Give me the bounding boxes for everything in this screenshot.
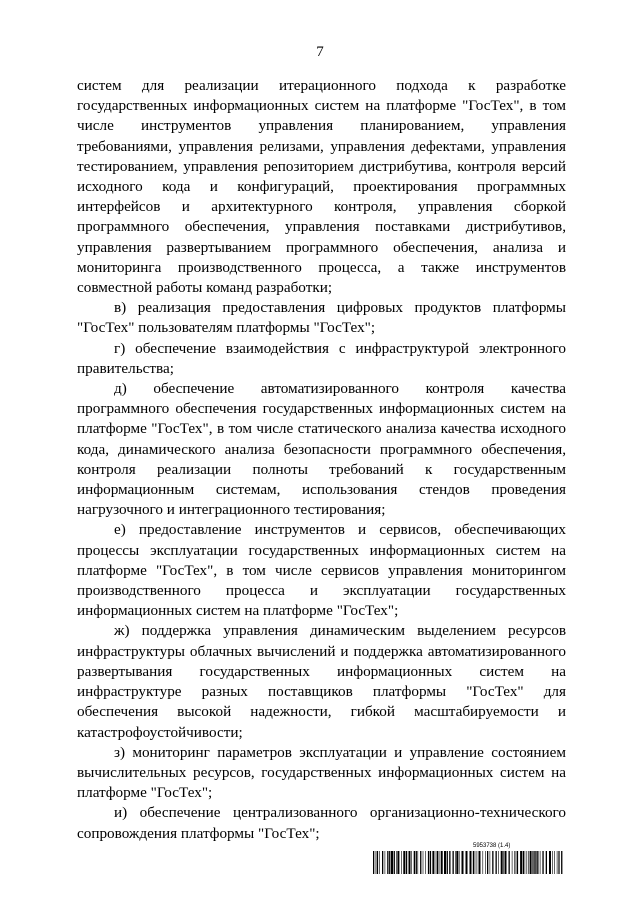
barcode-bar: [436, 851, 437, 874]
barcode-bar: [537, 851, 538, 874]
barcode-bar: [391, 851, 393, 874]
barcode-bar: [414, 851, 415, 874]
barcode-bar: [401, 851, 402, 874]
barcode-bar: [439, 851, 440, 874]
barcode-bar: [559, 851, 560, 874]
paragraph-item-v: в) реализация предоставления цифровых продуктов платформы "ГосТех" пользователям платформы "ГосТех";: [77, 299, 566, 337]
barcode-bar: [528, 851, 529, 874]
barcode-bar: [470, 851, 472, 874]
barcode-bar: [444, 851, 446, 874]
barcode-bar: [509, 851, 510, 874]
barcode-bar: [425, 851, 426, 874]
barcode-bar: [512, 851, 513, 874]
barcode-bar: [540, 851, 541, 874]
barcode-bar: [496, 851, 497, 874]
barcode-bar: [397, 851, 399, 874]
barcode-bar: [418, 851, 419, 874]
barcode-bar: [558, 851, 559, 874]
barcode-bar: [406, 851, 407, 874]
barcode-bar: [535, 851, 536, 874]
barcode-bar: [385, 851, 386, 874]
barcode-bar: [514, 851, 515, 874]
barcode-bar: [449, 851, 450, 874]
barcode-bar: [520, 851, 522, 874]
paragraph-item-zh: ж) поддержка управления динамическим выделением ресурсов инфраструктуры облачных вычислений и поддержка автоматизированного развертывания государственных информационных систем на инфраструктуре разных поставщиков платформы "ГосТех" для обеспечения высокой надежности, гибкой масштабируемости и катастрофоустойчивости;: [77, 622, 566, 741]
paragraph-continuation: систем для реализации итерационного подхода к разработке государственных информационных систем на платформе "ГосТех", в том числе инструментов управления планированием, управления требованиями, управления релизами, управления дефектами, управления тестированием, управления репозиторием дистрибутива, контроля версий исходного кода и конфигураций, проектирования программных интерфейсов и архитектурного контроля, управления сборкой программного обеспечения, управления поставками дистрибутивов, управления развертыванием программного обеспечения, анализа и мониторинга производственного процесса, а также инструментов совместной работы команд разработки;: [77, 77, 566, 297]
barcode-bar: [423, 851, 424, 874]
barcode-bar: [382, 851, 383, 874]
barcode-bar: [490, 851, 491, 874]
barcode-bar: [416, 851, 417, 874]
barcode-bar: [546, 851, 547, 874]
barcode-bar: [557, 851, 558, 874]
barcode-bar: [485, 851, 486, 874]
paragraph-item-i: и) обеспечение централизованного организационно-технического сопровождения платформы "ГосТех";: [77, 804, 566, 842]
barcode-bar: [483, 851, 484, 874]
barcode-bar: [441, 851, 443, 874]
barcode-bar: [532, 851, 533, 874]
barcode-bar: [473, 851, 474, 874]
barcode-bar: [453, 851, 454, 874]
barcode-bar: [492, 851, 493, 874]
document-body: [77, 76, 566, 844]
barcode-bar: [411, 851, 412, 874]
barcode-bar: [420, 851, 421, 874]
barcode-bar: [459, 851, 460, 874]
paragraph-item-z: з) мониторинг параметров эксплуатации и управление состоянием вычислительных ресурсов, государственных информационных систем на платформе "ГосТех";: [77, 743, 566, 802]
barcode-bar: [403, 851, 405, 874]
barcode-bar: [475, 851, 476, 874]
barcode-bar: [456, 851, 458, 874]
barcode-bar: [525, 851, 526, 874]
barcode-bar: [487, 851, 488, 874]
barcode-bar: [462, 851, 464, 874]
barcode-bar: [498, 851, 499, 874]
barcode-bar: [376, 851, 377, 874]
barcode-bar: [501, 851, 503, 874]
barcode-bar: [447, 851, 448, 874]
barcode-bar: [430, 851, 431, 874]
barcode-bar: [530, 851, 532, 874]
barcode-bar: [554, 851, 555, 874]
barcode-image: [373, 851, 563, 874]
barcode-bar: [373, 851, 374, 874]
paragraph-item-d: д) обеспечение автоматизированного контроля качества программного обеспечения государственных информационных систем на платформе "ГосТех", в том числе статического анализа качества исходного кода, динамического анализа безопасности программного обеспечения, контроля реализации полноты требований к государственным информационным системам, использования стендов проведения нагрузочного и интеграционного тестирования;: [77, 380, 566, 519]
barcode-bar: [552, 851, 553, 874]
barcode-bar: [503, 851, 504, 874]
barcode-bar: [517, 851, 518, 874]
barcode-bar: [479, 851, 481, 874]
paragraph-item-g: г) обеспечение взаимодействия с инфраструктурой электронного правительства;: [77, 339, 566, 377]
barcode-bar: [466, 851, 468, 874]
barcode-bar: [379, 851, 380, 874]
barcode-bar: [377, 851, 378, 874]
paragraph-item-e: е) предоставление инструментов и сервисов, обеспечивающих процессы эксплуатации государственных информационных систем на платформе "ГосТех", в том числе сервисов управления мониторингом производственного процесса и эксплуатации государственных информационных систем на платформе "ГосТех";: [77, 521, 566, 620]
barcode-bar: [561, 851, 562, 874]
barcode-bar: [409, 851, 411, 874]
barcode-bar: [394, 851, 395, 874]
barcode-bar: [428, 851, 429, 874]
barcode-bar: [549, 851, 551, 874]
page-number: 7: [316, 44, 324, 60]
barcode-bar: [432, 851, 434, 874]
barcode-bar: [542, 851, 543, 874]
barcode-bar: [523, 851, 524, 874]
barcode-bar: [516, 851, 517, 874]
barcode-bar: [533, 851, 534, 874]
barcode-bar: [387, 851, 388, 874]
barcode-bar: [437, 851, 438, 874]
barcode-bar: [389, 851, 390, 874]
barcode-bar: [477, 851, 478, 874]
barcode-bar: [505, 851, 507, 874]
barcode-bar: [396, 851, 397, 874]
barcode-number: 5953738 (1.4): [473, 843, 511, 849]
barcode-bar: [527, 851, 528, 874]
barcode-bar: [455, 851, 456, 874]
